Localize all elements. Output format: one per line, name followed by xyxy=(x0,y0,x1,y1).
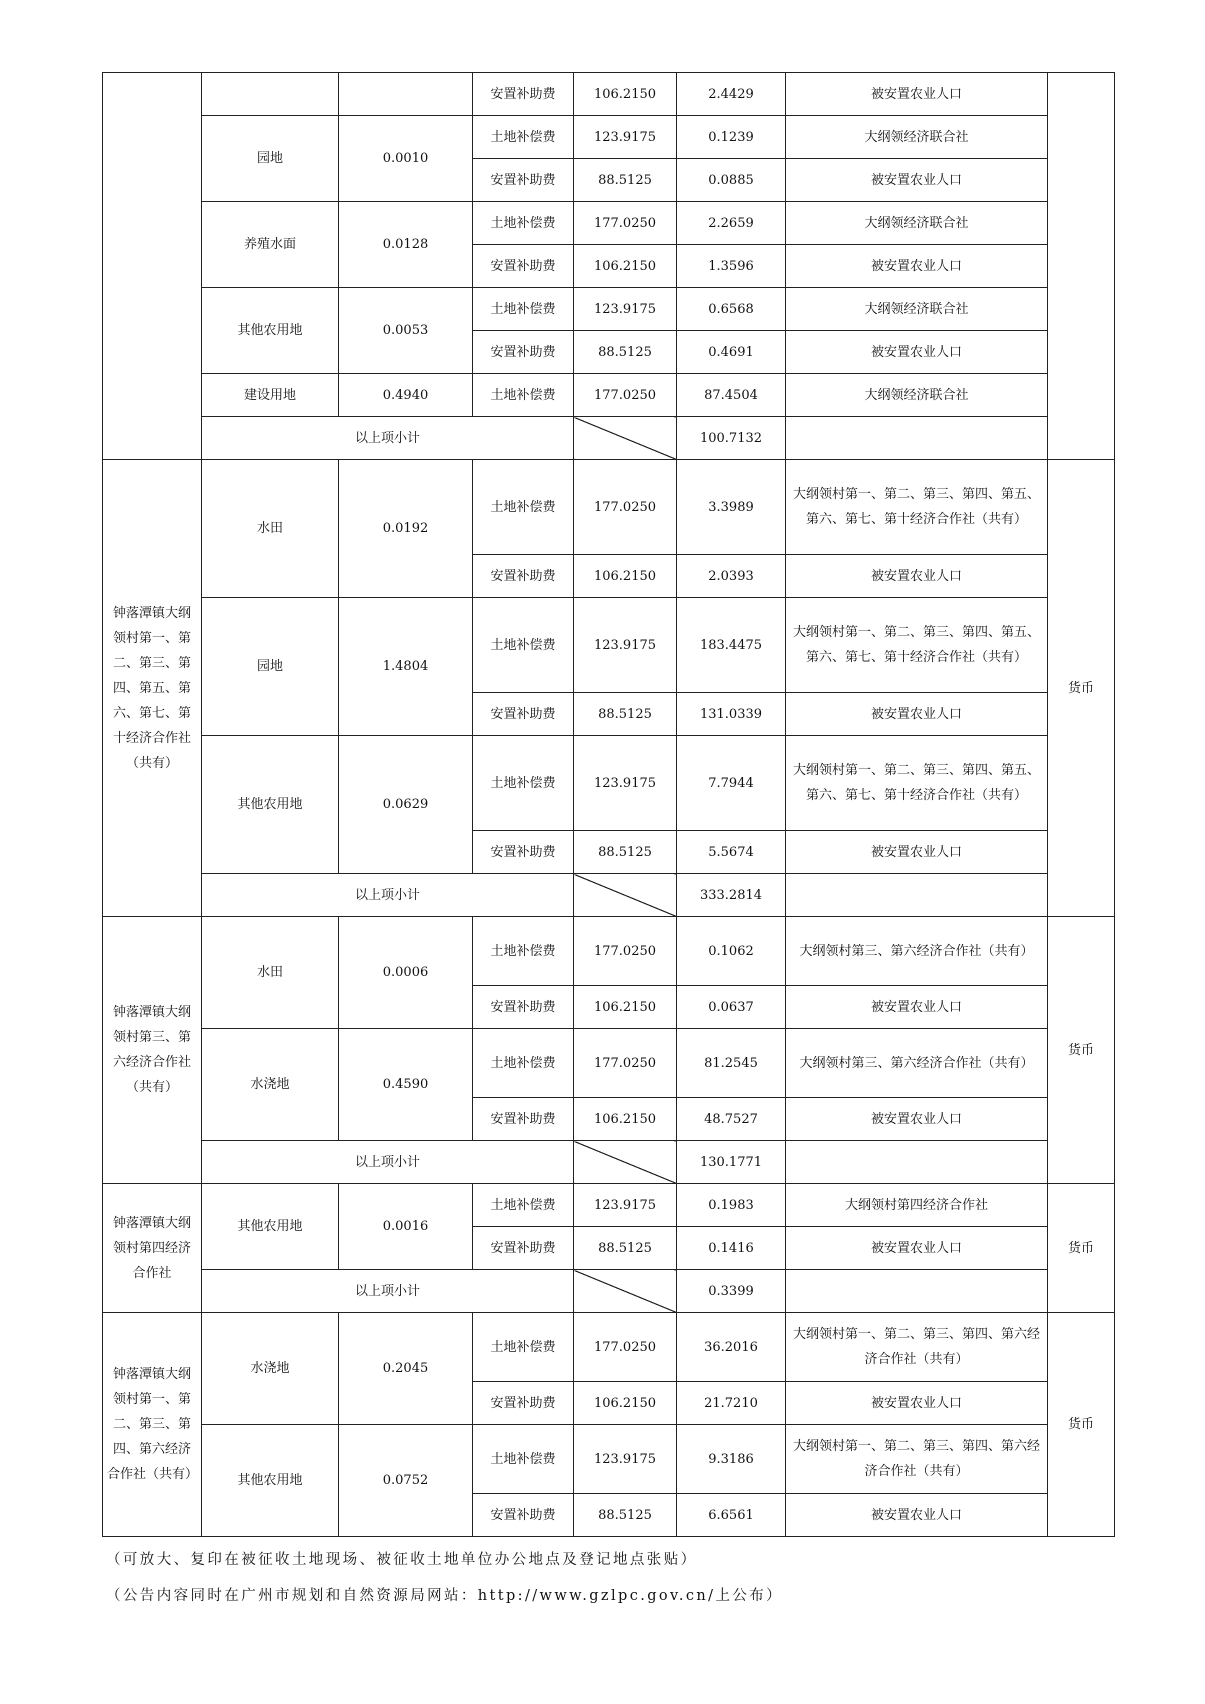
table-row xyxy=(103,202,1115,245)
fee-type-cell: 土地补偿费 xyxy=(473,1184,574,1227)
area-cell: 0.0006 xyxy=(339,917,473,1029)
standard-cell: 123.9175 xyxy=(574,598,677,693)
payment-cell: 货币 xyxy=(1048,917,1115,1184)
land-type-cell: 水浇地 xyxy=(202,1029,339,1141)
amount-cell: 131.0339 xyxy=(677,693,786,736)
fee-type-cell: 安置补助费 xyxy=(473,245,574,288)
table-row xyxy=(103,374,1115,417)
standard-cell: 177.0250 xyxy=(574,917,677,986)
standard-cell: 106.2150 xyxy=(574,245,677,288)
land-type-cell: 其他农用地 xyxy=(202,736,339,874)
standard-cell: 123.9175 xyxy=(574,288,677,331)
holder-cell: 被安置农业人口 xyxy=(786,245,1048,288)
empty-cell xyxy=(786,1141,1048,1184)
diagonal-cell xyxy=(574,417,677,460)
amount-cell: 9.3186 xyxy=(677,1425,786,1494)
area-cell xyxy=(339,73,473,116)
table-row xyxy=(103,116,1115,159)
subtotal-amount: 100.7132 xyxy=(677,417,786,460)
amount-cell: 2.0393 xyxy=(677,555,786,598)
area-cell: 0.0053 xyxy=(339,288,473,374)
amount-cell: 87.4504 xyxy=(677,374,786,417)
land-type-cell: 水田 xyxy=(202,460,339,598)
land-type-cell: 养殖水面 xyxy=(202,202,339,288)
holder-cell: 大纲领经济联合社 xyxy=(786,374,1048,417)
subtotal-label: 以上项小计 xyxy=(202,417,574,460)
subtotal-row xyxy=(103,1141,1115,1184)
holder-cell: 被安置农业人口 xyxy=(786,831,1048,874)
area-cell: 0.4590 xyxy=(339,1029,473,1141)
standard-cell: 177.0250 xyxy=(574,202,677,245)
note-posting: （可放大、复印在被征收土地现场、被征收土地单位办公地点及登记地点张贴） xyxy=(106,1552,698,1568)
table-row xyxy=(103,1425,1115,1494)
standard-cell: 88.5125 xyxy=(574,831,677,874)
fee-type-cell: 安置补助费 xyxy=(473,331,574,374)
amount-cell: 183.4475 xyxy=(677,598,786,693)
holder-cell: 大纲领经济联合社 xyxy=(786,116,1048,159)
holder-cell: 被安置农业人口 xyxy=(786,73,1048,116)
payment-cell: 货币 xyxy=(1048,1313,1115,1537)
holder-cell: 被安置农业人口 xyxy=(786,159,1048,202)
amount-cell: 0.1983 xyxy=(677,1184,786,1227)
fee-type-cell: 土地补偿费 xyxy=(473,736,574,831)
fee-type-cell: 安置补助费 xyxy=(473,1382,574,1425)
owner-cell: 钟落潭镇大纲领村第四经济合作社 xyxy=(103,1184,202,1313)
payment-cell xyxy=(1048,73,1115,460)
land-type-cell xyxy=(202,73,339,116)
land-type-cell: 其他农用地 xyxy=(202,288,339,374)
area-cell: 0.4940 xyxy=(339,374,473,417)
holder-cell: 被安置农业人口 xyxy=(786,693,1048,736)
holder-cell: 大纲领村第一、第二、第三、第四、第五、第六、第七、第十经济合作社（共有） xyxy=(786,460,1048,555)
owner-cell: 钟落潭镇大纲领村第一、第二、第三、第四、第六经济合作社（共有） xyxy=(103,1313,202,1537)
table-row xyxy=(103,1029,1115,1098)
fee-type-cell: 安置补助费 xyxy=(473,73,574,116)
holder-cell: 大纲领村第一、第二、第三、第四、第五、第六、第七、第十经济合作社（共有） xyxy=(786,736,1048,831)
standard-cell: 106.2150 xyxy=(574,73,677,116)
amount-cell: 21.7210 xyxy=(677,1382,786,1425)
subtotal-amount: 0.3399 xyxy=(677,1270,786,1313)
amount-cell: 0.0885 xyxy=(677,159,786,202)
amount-cell: 1.3596 xyxy=(677,245,786,288)
standard-cell: 88.5125 xyxy=(574,1494,677,1537)
table-row xyxy=(103,917,1115,986)
standard-cell: 106.2150 xyxy=(574,555,677,598)
holder-cell: 被安置农业人口 xyxy=(786,1494,1048,1537)
area-cell: 0.0016 xyxy=(339,1184,473,1270)
fee-type-cell: 安置补助费 xyxy=(473,831,574,874)
amount-cell: 0.6568 xyxy=(677,288,786,331)
holder-cell: 被安置农业人口 xyxy=(786,1227,1048,1270)
payment-cell: 货币 xyxy=(1048,460,1115,917)
holder-cell: 被安置农业人口 xyxy=(786,1382,1048,1425)
amount-cell: 6.6561 xyxy=(677,1494,786,1537)
holder-cell: 大纲领村第三、第六经济合作社（共有） xyxy=(786,1029,1048,1098)
amount-cell: 0.0637 xyxy=(677,986,786,1029)
standard-cell: 177.0250 xyxy=(574,1313,677,1382)
standard-cell: 88.5125 xyxy=(574,693,677,736)
standard-cell: 106.2150 xyxy=(574,1382,677,1425)
area-cell: 0.0752 xyxy=(339,1425,473,1537)
area-cell: 1.4804 xyxy=(339,598,473,736)
standard-cell: 177.0250 xyxy=(574,460,677,555)
amount-cell: 0.1416 xyxy=(677,1227,786,1270)
holder-cell: 大纲领经济联合社 xyxy=(786,202,1048,245)
area-cell: 0.2045 xyxy=(339,1313,473,1425)
holder-cell: 被安置农业人口 xyxy=(786,986,1048,1029)
fee-type-cell: 土地补偿费 xyxy=(473,1029,574,1098)
diagonal-cell xyxy=(574,1141,677,1184)
area-cell: 0.0192 xyxy=(339,460,473,598)
standard-cell: 123.9175 xyxy=(574,1425,677,1494)
amount-cell: 2.4429 xyxy=(677,73,786,116)
subtotal-row xyxy=(103,874,1115,917)
standard-cell: 88.5125 xyxy=(574,159,677,202)
amount-cell: 3.3989 xyxy=(677,460,786,555)
fee-type-cell: 土地补偿费 xyxy=(473,1425,574,1494)
area-cell: 0.0010 xyxy=(339,116,473,202)
table-row xyxy=(103,598,1115,693)
holder-cell: 被安置农业人口 xyxy=(786,1098,1048,1141)
fee-type-cell: 安置补助费 xyxy=(473,159,574,202)
amount-cell: 48.7527 xyxy=(677,1098,786,1141)
table-row xyxy=(103,1313,1115,1382)
fee-type-cell: 土地补偿费 xyxy=(473,598,574,693)
payment-cell: 货币 xyxy=(1048,1184,1115,1313)
table-row xyxy=(103,736,1115,831)
holder-cell: 被安置农业人口 xyxy=(786,331,1048,374)
empty-cell xyxy=(786,1270,1048,1313)
land-type-cell: 其他农用地 xyxy=(202,1425,339,1537)
subtotal-row xyxy=(103,417,1115,460)
standard-cell: 177.0250 xyxy=(574,374,677,417)
holder-cell: 大纲领村第四经济合作社 xyxy=(786,1184,1048,1227)
fee-type-cell: 土地补偿费 xyxy=(473,374,574,417)
fee-type-cell: 土地补偿费 xyxy=(473,288,574,331)
owner-cell xyxy=(103,73,202,460)
holder-cell: 被安置农业人口 xyxy=(786,555,1048,598)
diagonal-cell xyxy=(574,1270,677,1313)
standard-cell: 177.0250 xyxy=(574,1029,677,1098)
standard-cell: 123.9175 xyxy=(574,736,677,831)
standard-cell: 88.5125 xyxy=(574,331,677,374)
standard-cell: 88.5125 xyxy=(574,1227,677,1270)
area-cell: 0.0629 xyxy=(339,736,473,874)
empty-cell xyxy=(786,874,1048,917)
fee-type-cell: 土地补偿费 xyxy=(473,1313,574,1382)
amount-cell: 0.1062 xyxy=(677,917,786,986)
standard-cell: 123.9175 xyxy=(574,116,677,159)
fee-type-cell: 安置补助费 xyxy=(473,555,574,598)
fee-type-cell: 土地补偿费 xyxy=(473,917,574,986)
table-row xyxy=(103,1184,1115,1227)
land-type-cell: 其他农用地 xyxy=(202,1184,339,1270)
holder-cell: 大纲领村第一、第二、第三、第四、第六经济合作社（共有） xyxy=(786,1425,1048,1494)
diagonal-cell xyxy=(574,874,677,917)
fee-type-cell: 安置补助费 xyxy=(473,986,574,1029)
amount-cell: 0.1239 xyxy=(677,116,786,159)
subtotal-label: 以上项小计 xyxy=(202,1270,574,1313)
amount-cell: 2.2659 xyxy=(677,202,786,245)
standard-cell: 106.2150 xyxy=(574,986,677,1029)
standard-cell: 123.9175 xyxy=(574,1184,677,1227)
subtotal-label: 以上项小计 xyxy=(202,874,574,917)
standard-cell: 106.2150 xyxy=(574,1098,677,1141)
holder-cell: 大纲领村第一、第二、第三、第四、第六经济合作社（共有） xyxy=(786,1313,1048,1382)
amount-cell: 81.2545 xyxy=(677,1029,786,1098)
amount-cell: 7.7944 xyxy=(677,736,786,831)
subtotal-row xyxy=(103,1270,1115,1313)
area-cell: 0.0128 xyxy=(339,202,473,288)
table-row xyxy=(103,460,1115,555)
land-type-cell: 建设用地 xyxy=(202,374,339,417)
subtotal-amount: 130.1771 xyxy=(677,1141,786,1184)
land-type-cell: 水田 xyxy=(202,917,339,1029)
table-row xyxy=(103,288,1115,331)
land-type-cell: 水浇地 xyxy=(202,1313,339,1425)
owner-cell: 钟落潭镇大纲领村第三、第六经济合作社（共有） xyxy=(103,917,202,1184)
fee-type-cell: 安置补助费 xyxy=(473,1494,574,1537)
holder-cell: 大纲领村第一、第二、第三、第四、第五、第六、第七、第十经济合作社（共有） xyxy=(786,598,1048,693)
subtotal-amount: 333.2814 xyxy=(677,874,786,917)
holder-cell: 大纲领村第三、第六经济合作社（共有） xyxy=(786,917,1048,986)
table-row xyxy=(103,73,1115,116)
fee-type-cell: 土地补偿费 xyxy=(473,116,574,159)
fee-type-cell: 安置补助费 xyxy=(473,1098,574,1141)
owner-cell: 钟落潭镇大纲领村第一、第二、第三、第四、第五、第六、第七、第十经济合作社（共有） xyxy=(103,460,202,917)
holder-cell: 大纲领经济联合社 xyxy=(786,288,1048,331)
fee-type-cell: 安置补助费 xyxy=(473,693,574,736)
empty-cell xyxy=(786,417,1048,460)
fee-type-cell: 土地补偿费 xyxy=(473,202,574,245)
land-type-cell: 园地 xyxy=(202,116,339,202)
fee-type-cell: 安置补助费 xyxy=(473,1227,574,1270)
fee-type-cell: 土地补偿费 xyxy=(473,460,574,555)
notes xyxy=(106,1542,783,1614)
compensation-table xyxy=(102,72,1115,1537)
land-type-cell: 园地 xyxy=(202,598,339,736)
amount-cell: 36.2016 xyxy=(677,1313,786,1382)
amount-cell: 5.5674 xyxy=(677,831,786,874)
note-website: （公告内容同时在广州市规划和自然资源局网站：http://www.gzlpc.gov.cn/上公布） xyxy=(106,1588,784,1604)
subtotal-label: 以上项小计 xyxy=(202,1141,574,1184)
amount-cell: 0.4691 xyxy=(677,331,786,374)
